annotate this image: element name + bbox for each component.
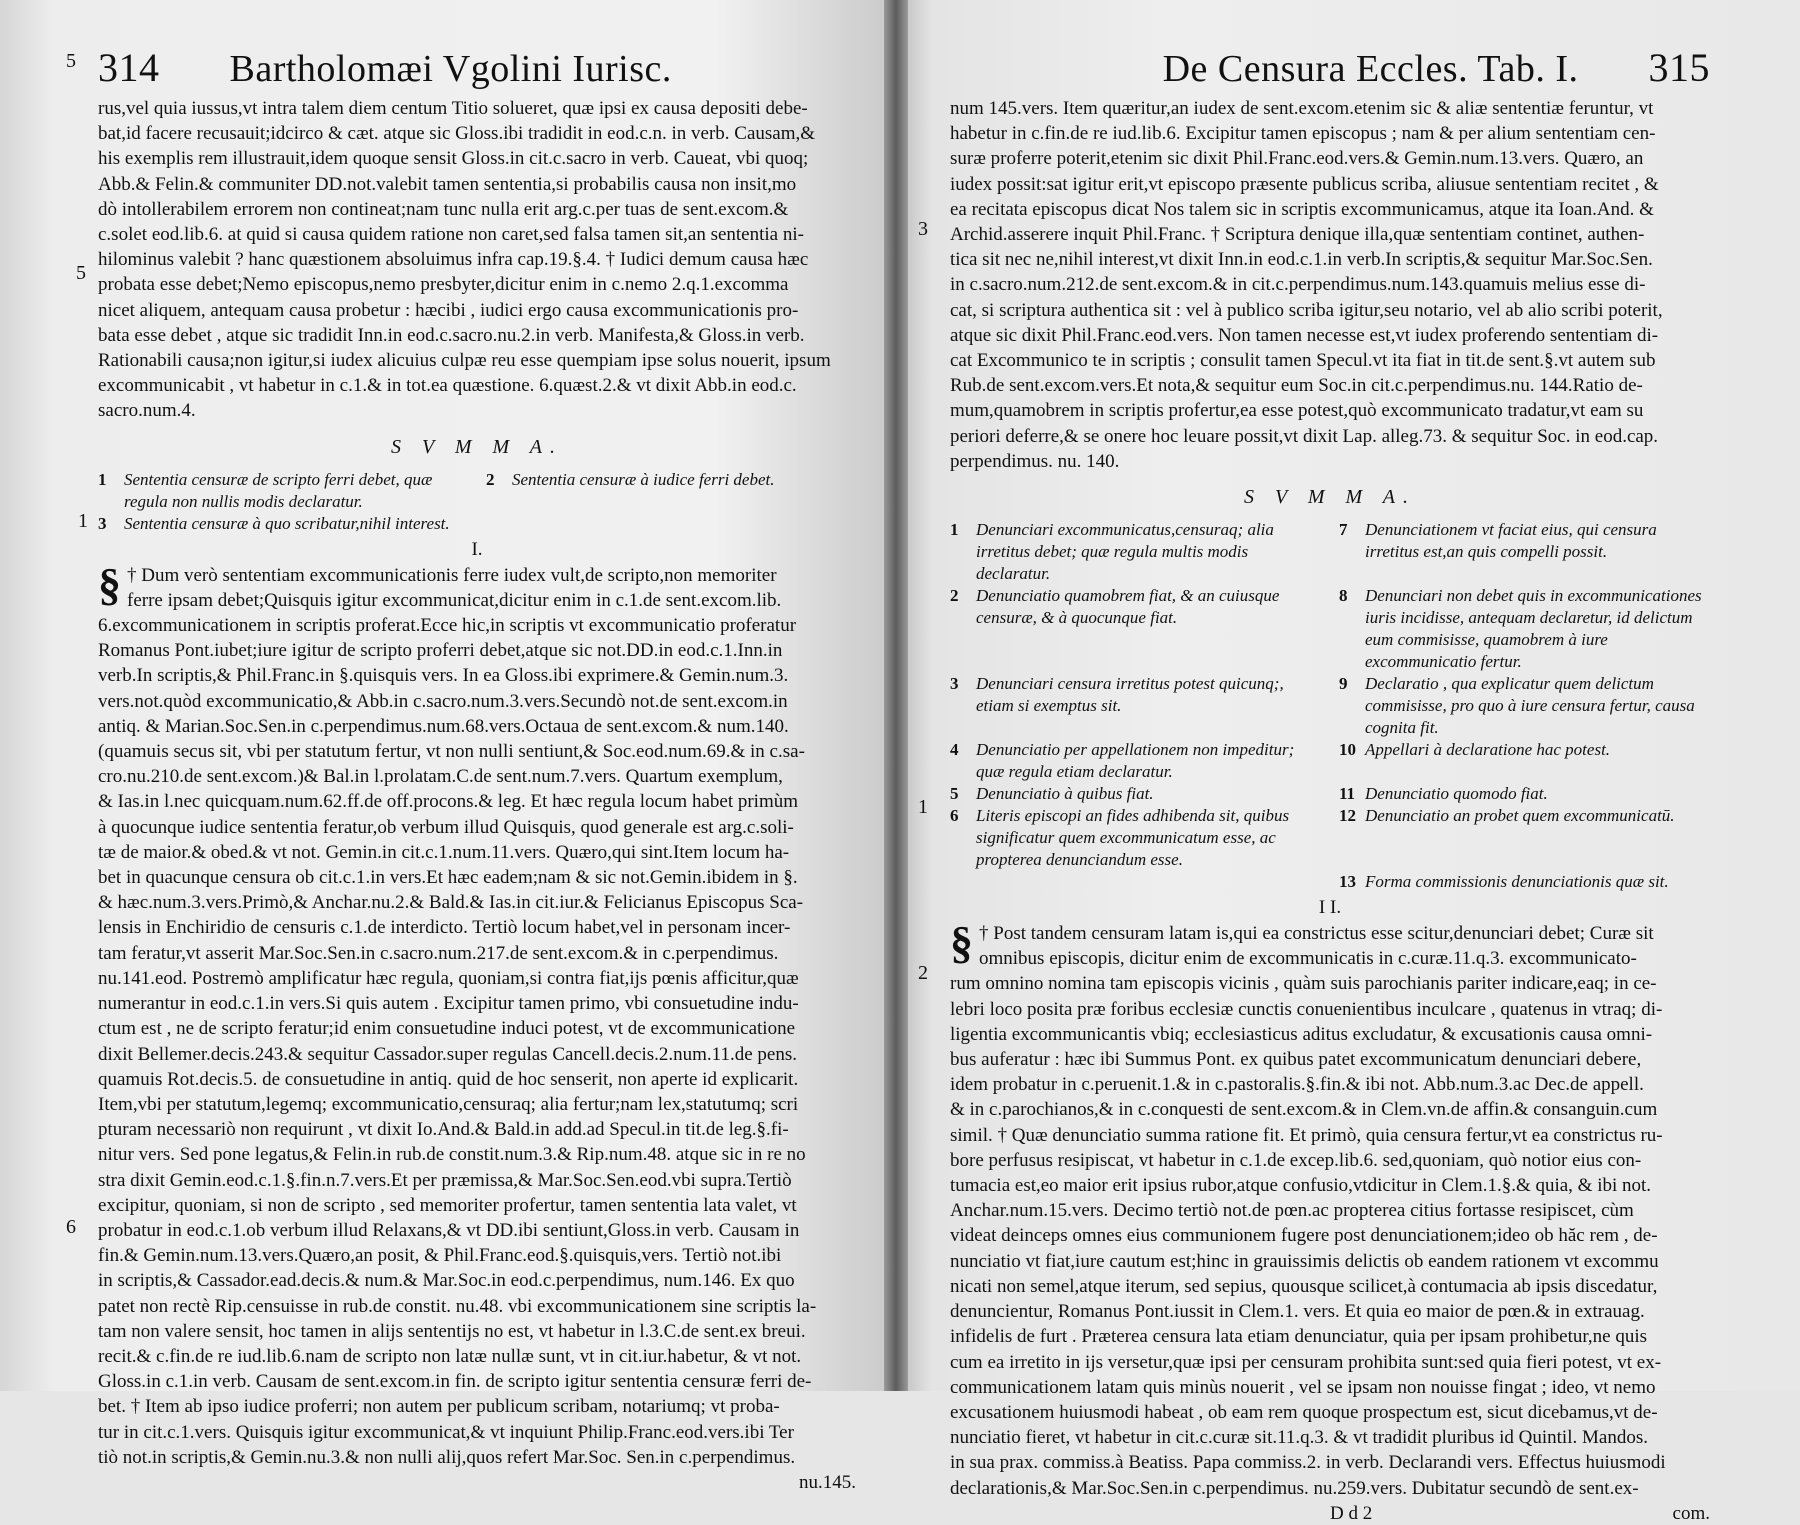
left-paragraph-mark: § bbox=[98, 558, 121, 610]
text-line: suræ proferre poterit,etenim sic dixit Phil.Franc.eod.vers.& Gemin.num.13.vers. Quæro, an bbox=[950, 148, 1644, 170]
text-line: nicet aliquem, antequam causa probetur : hæcibi , iudici ergo causa excommunicationis pro- bbox=[98, 299, 799, 321]
left-text-block-2 bbox=[98, 558, 856, 1470]
left-margin-mark: 1 bbox=[78, 510, 88, 532]
summa-item bbox=[1339, 585, 1710, 673]
right-paragraph-mark: § bbox=[950, 917, 973, 969]
text-line: Rationabili causa;non igitur,si iudex alicuius culpæ reu esse quempiam ipse solus nouerit, ipsum bbox=[98, 350, 831, 372]
right-margin-mark: 3 bbox=[918, 218, 928, 240]
right-margin-mark: 2 bbox=[918, 962, 928, 984]
right-catchword: com. bbox=[1672, 1502, 1710, 1524]
text-line: quamuis Rot.decis.5. de consuetudine in antiq. quid de hoc senserit, non aperte id explicarit. bbox=[98, 1068, 799, 1090]
text-line: ea recitata episcopus dicat Nos talem sic in scriptis excommunicamus, atque ita Ioan.And. & bbox=[950, 198, 1654, 220]
summa-item-number: 1 bbox=[98, 469, 107, 489]
summa-item-text: Denunciatio an probet quem excommunicatū. bbox=[1365, 806, 1675, 826]
text-line: Rub.de sent.excom.vers.Et nota,& sequitur eum Soc.in cit.c.perpendimus.nu. 144.Ratio de- bbox=[950, 375, 1643, 397]
text-line: periori deferre,& se onere hoc leuare possit,vt dixit Lap. alleg.73. & sequitur Soc. in eod.cap. bbox=[950, 425, 1659, 447]
summa-item-text: Denunciatio à quibus fiat. bbox=[976, 784, 1154, 804]
text-line: cat, si scriptura authentica sit : vel à publico scriba igitur,seu notario, vel ab alio scribi poterit, bbox=[950, 299, 1663, 321]
text-line: in scriptis,& Cassador.ead.decis.& num.& Mar.Soc.in eod.c.perpendimus, num.146. Ex quo bbox=[98, 1270, 795, 1292]
left-margin-mark: 5 bbox=[76, 262, 86, 284]
text-line: excusationem huiusmodi habeat , ob eam rem quoque prospectum est, sicut dicebamus,vt de- bbox=[950, 1401, 1658, 1423]
summa-item bbox=[950, 585, 1321, 673]
summa-item-number: 2 bbox=[950, 586, 959, 606]
right-text-block-1 bbox=[950, 96, 1710, 474]
text-line: à quocunque iudice sententia feratur,ob verbum illud Quisquis, quod generale est arg.c.soli- bbox=[98, 816, 794, 838]
text-line: & in c.parochianos,& in c.conquesti de sent.excom.& in Clem.vn.de affin.& consanguin.cum bbox=[950, 1099, 1658, 1121]
text-line: infidelis de furt . Præterea censura lata etiam denunciatur, quia per ipsam prohibetur,ne quis bbox=[950, 1326, 1648, 1348]
summa-item-text: Sententia censuræ à quo scribatur,nihil interest. bbox=[124, 513, 450, 533]
text-line: excommunicabit , vt habetur in c.1.& in tot.ea quæstione. 6.quæst.2.& vt dixit Abb.in eod.c. bbox=[98, 375, 797, 397]
summa-item-text: Denunciationem vt faciat eius, qui censura irretitus est,an quis compelli possit. bbox=[1365, 520, 1657, 562]
right-text-block-2 bbox=[950, 917, 1710, 1501]
text-line: dò intollerabilem errorem non contineat;nam tunc nulla erit arg.c.per tuas de sent.excom.& bbox=[98, 198, 789, 220]
summa-item bbox=[1339, 739, 1710, 783]
text-line: bore perfusus resipiscat, vt habetur in c.1.de excep.lib.6. sed,quoniam, quò notior eius con- bbox=[950, 1149, 1642, 1171]
summa-item-number: 10 bbox=[1339, 740, 1356, 760]
text-line: excipitur, quoniam, si non de scripto , sed memoriter profertur, tamen sententia lata valet, vt bbox=[98, 1194, 797, 1216]
summa-item-number: 2 bbox=[486, 469, 495, 489]
left-running-head bbox=[98, 44, 856, 96]
summa-item-text: Forma commissionis denunciationis quæ sit. bbox=[1365, 872, 1669, 892]
text-line: iudex possit:sat igitur erit,vt episcopo præsente publicus scriba, aliusue sententiam recitet , & bbox=[950, 173, 1659, 195]
summa-item-number: 13 bbox=[1339, 872, 1356, 892]
text-line: cum ea irretito in ijs versetur,quæ ipsi per censuram prohibita sunt:sed quia fieri potest, vt ex- bbox=[950, 1351, 1662, 1373]
summa-item-number: 7 bbox=[1339, 520, 1348, 540]
left-section-number: I. bbox=[471, 538, 483, 560]
text-line: tur in cit.c.1.vers. Quisquis igitur excommunicat,& vt inquiunt Philip.Franc.eod.vers.ibi Ter bbox=[98, 1421, 794, 1443]
text-line: bet in quacunque censura ob cit.c.1.in vers.Et hæc eadem;nam & sic not.Gemin.ibidem in §. bbox=[98, 867, 798, 889]
text-line: videat deinceps omnes eius communionem fugere post denunciationem;ideo ob hăc rem , de- bbox=[950, 1225, 1658, 1247]
left-catchword: nu.145. bbox=[799, 1471, 856, 1493]
summa-item bbox=[1339, 871, 1710, 893]
text-line: sacro.num.4. bbox=[98, 400, 196, 422]
summa-item bbox=[950, 871, 1321, 893]
text-line: his exemplis rem illustrauit,idem quoque sensit Gloss.in cit.c.sacro in verb. Caueat, vbi quoq; bbox=[98, 148, 809, 170]
left-text-block-2-wrap bbox=[98, 558, 856, 1470]
right-text-block-2-wrap bbox=[950, 917, 1710, 1501]
text-line: tica sit nec ne,nihil interest,vt dixit Inn.in eod.c.1.in verb.In scriptis,& sequitur Mar.Soc.Sen. bbox=[950, 249, 1653, 271]
text-line: probata esse debet;Nemo episcopus,nemo presbyter,dicitur enim in c.nemo 2.q.1.excomma bbox=[98, 274, 789, 296]
text-line: in c.sacro.num.212.de sent.excom.& in cit.c.perpendimus.num.143.quamuis melius esse di- bbox=[950, 274, 1646, 296]
left-running-title: Bartholomæi Vgolini Iurisc. bbox=[229, 48, 672, 90]
text-line: rum omnino nomina tam episcopis vicinis , quàm suis parochianis pariter indicare,eaq; in ce- bbox=[950, 973, 1657, 995]
text-line: declarationis,& Mar.Soc.Sen.in c.perpendimus. nu.259.vers. Dubitatur secundò de sent.ex- bbox=[950, 1477, 1639, 1499]
text-line: stra dixit Gemin.eod.c.1.§.fin.n.7.vers.Et per præmissa,& Mar.Soc.Sen.eod.vbi supra.Tertiò bbox=[98, 1169, 792, 1191]
text-line: nicati non semel,atque iterum, sed sepius, quousque scilicet,à contumacia ab ipsis discedatur, bbox=[950, 1275, 1658, 1297]
summa-item-text: Denunciari excommunicatus,censuraq; alia irretitus debet; quæ regula multis modis declaratur. bbox=[976, 520, 1274, 584]
text-line: nunciatio vt fiat,iure cautum est;hinc in grauissimis delictis ob eandem rationem vt excommu bbox=[950, 1250, 1659, 1272]
book-gutter bbox=[884, 0, 908, 1391]
summa-item-text: Denunciatio per appellationem non impeditur; quæ regula etiam declaratur. bbox=[976, 740, 1295, 782]
left-margin-mark: 6 bbox=[66, 1216, 76, 1238]
text-line: lebri loco posita præ foribus ecclesiæ cunctis conuenientibus inculcare , quatenus in vtraq; di- bbox=[950, 998, 1663, 1020]
summa-item-number: 1 bbox=[950, 520, 959, 540]
summa-item-number: 11 bbox=[1339, 784, 1356, 804]
text-line: atque sic dixit Phil.Franc.eod.vers. Non tamen necesse est,vt iudex proferendo sententiam di- bbox=[950, 324, 1659, 346]
text-line: fin.& Gemin.num.13.vers.Quæro,an posit, & Phil.Franc.eod.§.quisquis,vers. Tertiò not.ibi bbox=[98, 1245, 782, 1267]
summa-item bbox=[950, 519, 1321, 585]
right-page bbox=[896, 0, 1800, 1524]
right-signature-mark: D d 2 bbox=[1330, 1502, 1373, 1524]
text-line: lensis in Enchiridio de censuris c.1.de interdicto. Tertiò locum habet,vel in personam incer- bbox=[98, 917, 791, 939]
text-line: & Ias.in l.nec quicquam.num.62.ff.de off.procons.& leg. Et hæc regula locum habet primùm bbox=[98, 791, 799, 813]
summa-item-text: Denunciari censura irretitus potest quicunq;, etiam si exemptus sit. bbox=[976, 674, 1284, 716]
text-line: tam non valere sensit, hoc tamen in alijs sententijs no est, vt habetur in l.3.C.de sent.ex breui. bbox=[98, 1320, 806, 1342]
text-line: tiò not.in scriptis,& Gemin.nu.3.& non nulli alij,quos refert Mar.Soc. Sen.in c.perpendimus. bbox=[98, 1446, 796, 1468]
text-line: mum,quamobrem in scriptis profertur,ea esse potest,quò excommunicato tradatur,vt eam su bbox=[950, 400, 1644, 422]
text-line: Archid.asserere inquit Phil.Franc. † Scriptura denique illa,quæ sententiam continet, authen- bbox=[950, 224, 1645, 246]
text-line: dixit Bellemer.decis.243.& sequitur Cassador.super regulas Cancell.decis.2.num.11.de pens. bbox=[98, 1043, 797, 1065]
right-section-number: I I. bbox=[1318, 897, 1342, 919]
text-line: nitur vers. Sed pone legatus,& Felin.in rub.de constit.num.3.& Rip.num.48. atque sic in re no bbox=[98, 1144, 806, 1166]
text-line: antiq. & Marian.Soc.Sen.in c.perpendimus.num.68.vers.Octaua de sent.excom.& num.140. bbox=[98, 715, 789, 737]
summa-item-number: 6 bbox=[950, 806, 959, 826]
summa-item-text: Denunciari non debet quis in excommunicationes iuris incidisse, antequam declaretur, id delictum eum commisisse, quamobrem à iure excommunicatio fertur. bbox=[1365, 586, 1702, 672]
summa-item-number: 3 bbox=[98, 513, 107, 533]
summa-item bbox=[950, 739, 1321, 783]
text-line: Abb.& Felin.& communiter DD.not.valebit tamen sententia,si probabilis causa non insit,mo bbox=[98, 173, 797, 195]
text-line: Anchar.num.15.vers. Decimo tertiò not.de pœn.ac propterea citius fortasse resipiscet, cùm bbox=[950, 1200, 1634, 1222]
summa-item-number: 9 bbox=[1339, 674, 1348, 694]
right-summa-list bbox=[950, 519, 1710, 893]
summa-item-number: 3 bbox=[950, 674, 959, 694]
summa-item bbox=[486, 469, 856, 513]
text-line: ctum est , ne de scripto feratur;id enim consuetudine induci potest, vt de excommunicatione bbox=[98, 1018, 795, 1040]
text-line: ferre ipsam debet;Quisquis igitur excommunicat,dicitur enim in c.1.de sent.excom.lib. bbox=[127, 589, 782, 611]
summa-item bbox=[950, 673, 1321, 739]
summa-item bbox=[950, 783, 1321, 805]
summa-item bbox=[1339, 783, 1710, 805]
right-margin-mark: 1 bbox=[918, 796, 928, 818]
text-line: 6.excommunicationem in scriptis proferat.Ecce hic,in scriptis vt excommunicatio proferatur bbox=[98, 615, 797, 637]
summa-item-number: 12 bbox=[1339, 806, 1356, 826]
summa-item-text: Declaratio , qua explicatur quem delictum commisisse, pro quo à iure censura fertur, causa cognita fit. bbox=[1365, 674, 1695, 738]
text-line: hilominus valebit ? hanc quæstionem absoluimus infra cap.19.§.4. † Iudici demum causa hæc bbox=[98, 249, 809, 271]
text-line: vers.not.quòd excommunicatio,& Abb.in c.sacro.num.3.vers.Secundò not.de sent.excom.in bbox=[98, 690, 788, 712]
left-summa-list bbox=[98, 469, 856, 535]
summa-item-number bbox=[950, 871, 976, 893]
text-line: omnibus episcopis, dicitur enim de excommunicatis in c.curæ.11.q.3. excommunicato- bbox=[979, 948, 1637, 970]
summa-item-text: Literis episcopi an fides adhibenda sit, quibus significatur quem excommunicatum esse, ac propterea denunciandum esse. bbox=[976, 806, 1290, 870]
text-line: probatur in eod.c.1.ob verbum illud Relaxans,& vt DD.ibi sentiunt,Gloss.in verb. Causam in bbox=[98, 1219, 800, 1241]
text-line: habetur in c.fin.de re iud.lib.6. Excipitur tamen episcopus ; nam & per alium sententiam cen- bbox=[950, 123, 1656, 145]
summa-item bbox=[98, 469, 468, 513]
left-summa-title: S V M M A. bbox=[390, 435, 564, 458]
text-line: tam feratur,vt asserit Mar.Soc.Sen.in c.sacro.num.217.de sent.excom.& in c.perpendimus. bbox=[98, 942, 779, 964]
summa-item bbox=[1339, 673, 1710, 739]
text-line: num 145.vers. Item quæritur,an iudex de sent.excom.etenim sic & aliæ sententiæ feruntur, vt bbox=[950, 98, 1654, 119]
text-line: (quamuis secus sit, vbi per statutum fertur, vt non nulli sentiunt,& Soc.eod.num.69.& in c.sa- bbox=[98, 741, 805, 763]
text-line: verb.In scriptis,& Phil.Franc.in §.quisquis vers. In ea Gloss.ibi exprimere.& Gemin.num.3. bbox=[98, 665, 789, 687]
summa-item bbox=[1339, 519, 1710, 585]
summa-item-text: Appellari à declaratione hac potest. bbox=[1365, 740, 1611, 760]
text-line: bus auferatur : hæc ibi Summus Pont. ex quibus patet excommunicatum denunciari debere, bbox=[950, 1049, 1642, 1071]
right-catchword-row bbox=[950, 1503, 1710, 1525]
text-line: tumacia est,eo maior erit ipsius rubor,atque confusio,vtdicitur in Clem.1.§.& quia, & ibi not. bbox=[950, 1175, 1652, 1197]
text-line: patet non rectè Rip.censuisse in rub.de constit. nu.48. vbi excommunicationem sine scriptis la- bbox=[98, 1295, 817, 1317]
text-line: ligentia excommunicantis vbiq; ecclesiasticus aditus excludatur, & excusationis causa omni- bbox=[950, 1023, 1653, 1045]
text-line: cat Excommunico te in scriptis ; consulit tamen Specul.vt ita fiat in tit.de sent.§.vt autem sub bbox=[950, 350, 1656, 372]
left-page-number: 314 bbox=[98, 45, 160, 90]
text-line: † Post tandem censuram latam is,qui ea constrictus esse scitur,denunciari debet; Curæ sit bbox=[979, 923, 1654, 945]
text-line: numerantur in eod.c.1.in vers.Si quis autem . Excipitur tamen primo, vbi consuetudine indu- bbox=[98, 993, 799, 1015]
text-line: c.solet eod.lib.6. at quid si causa quidem ratione non caret,sed falsa tamen sit,an sententia ni- bbox=[98, 224, 804, 246]
right-running-head bbox=[950, 44, 1710, 96]
right-summa-title: S V M M A. bbox=[1243, 486, 1417, 509]
summa-item-number: 5 bbox=[950, 784, 959, 804]
text-line: Item,vbi per statutum,legemq; excommunicatio,censuraq; alia fertur;nam lex,statutumq; scri bbox=[98, 1093, 799, 1115]
summa-item-number: 8 bbox=[1339, 586, 1348, 606]
summa-item bbox=[98, 513, 468, 535]
text-line: denuncientur, Romanus Pont.iussit in Clem.1. vers. Et quia eo maior de pœn.& in extrauag. bbox=[950, 1301, 1645, 1323]
right-running-title: De Censura Eccles. Tab. I. bbox=[1162, 48, 1579, 90]
left-page bbox=[0, 0, 896, 1493]
text-line: tæ de maior.& obed.& vt not. Gemin.in cit.c.1.num.11.vers. Quæro,qui sint.Item locum ha- bbox=[98, 841, 790, 863]
text-line: rus,vel quia iussus,vt intra talem diem centum Titio solueret, quæ ipsi ex causa depositi debe- bbox=[98, 98, 808, 119]
text-line: communicationem latam quis minùs nouerit , vel se ipsam non nouisse fingat ; ideo, vt nemo bbox=[950, 1376, 1656, 1398]
text-line: Romanus Pont.iubet;iure igitur de scripto proferri debet,atque sic not.DD.in eod.c.1.Inn.in bbox=[98, 640, 783, 662]
left-text-block-1 bbox=[98, 96, 856, 424]
text-line: nu.141.eod. Postremò amplificatur hæc regula, quoniam,si contra fiat,ijs pœnis afficitur,quæ bbox=[98, 967, 799, 989]
text-line: nunciatio fieret, vt habetur in cit.c.curæ sit.11.q.3. & vt tradidit pluribus id Quintil. Mandos. bbox=[950, 1427, 1648, 1449]
summa-item-text: Sententia censuræ de scripto ferri debet, quæ regula non nullis modis declaratur. bbox=[124, 469, 433, 511]
summa-item-text: Denunciatio quamobrem fiat, & an cuiusque censuræ, & à quocunque fiat. bbox=[976, 586, 1280, 628]
summa-item bbox=[1339, 805, 1710, 871]
summa-item-text: Denunciatio quomodo fiat. bbox=[1365, 784, 1548, 804]
text-line: recit.& c.fin.de re iud.lib.6.nam de scripto non latæ nullæ sunt, vt in cit.iur.habetur, & vt not. bbox=[98, 1345, 802, 1367]
summa-item-number: 4 bbox=[950, 740, 959, 760]
text-line: Gloss.in c.1.in verb. Causam de sent.excom.in fin. de scripto igitur sententia censuræ ferri de- bbox=[98, 1371, 812, 1393]
text-line: bata esse debet , atque sic tradidit Inn.in eod.c.sacro.nu.2.in verb. Manifesta,& Gloss.in verb. bbox=[98, 324, 805, 346]
text-line: cro.nu.210.de sent.excom.)& Bal.in l.prolatam.C.de sent.num.7.vers. Quartum exemplum, bbox=[98, 766, 783, 788]
text-line: † Dum verò sententiam excommunicationis ferre iudex vult,de scripto,non memoriter bbox=[127, 564, 777, 586]
text-line: idem probatur in c.peruenit.1.& in c.pastoralis.§.fin.& ibi not. Abb.num.3.ac Dec.de appell. bbox=[950, 1074, 1644, 1096]
text-line: bat,id facere recusauit;idcirco & cæt. atque sic Gloss.ibi tradidit in eod.c.n. in verb. Causam,& bbox=[98, 123, 816, 145]
right-page-number: 315 bbox=[1648, 45, 1710, 90]
text-line: perpendimus. nu. 140. bbox=[950, 450, 1120, 472]
text-line: simil. † Quæ denunciatio summa ratione fit. Et primò, quia censura fertur,vt ea constrictus ru- bbox=[950, 1124, 1663, 1146]
summa-item-text: Sententia censuræ à iudice ferri debet. bbox=[512, 469, 775, 489]
left-margin-mark: 5 bbox=[66, 50, 76, 72]
text-line: pturam necessariò non requirunt , vt dixit Io.And.& Bald.in add.ad Specul.in tit.de leg.§.fi- bbox=[98, 1119, 789, 1141]
text-line: in sua prax. commiss.à Beatiss. Papa commiss.2. in verb. Declarandi vers. Effectus huiusmodi bbox=[950, 1452, 1666, 1474]
text-line: bet. † Item ab ipso iudice proferri; non autem per publicum scribam, notariumq; vt proba- bbox=[98, 1396, 780, 1418]
summa-item bbox=[950, 805, 1321, 871]
text-line: & hæc.num.3.vers.Primò,& Anchar.nu.2.& Bald.& Ias.in cit.iur.& Felicianus Episcopus Sca- bbox=[98, 892, 804, 914]
